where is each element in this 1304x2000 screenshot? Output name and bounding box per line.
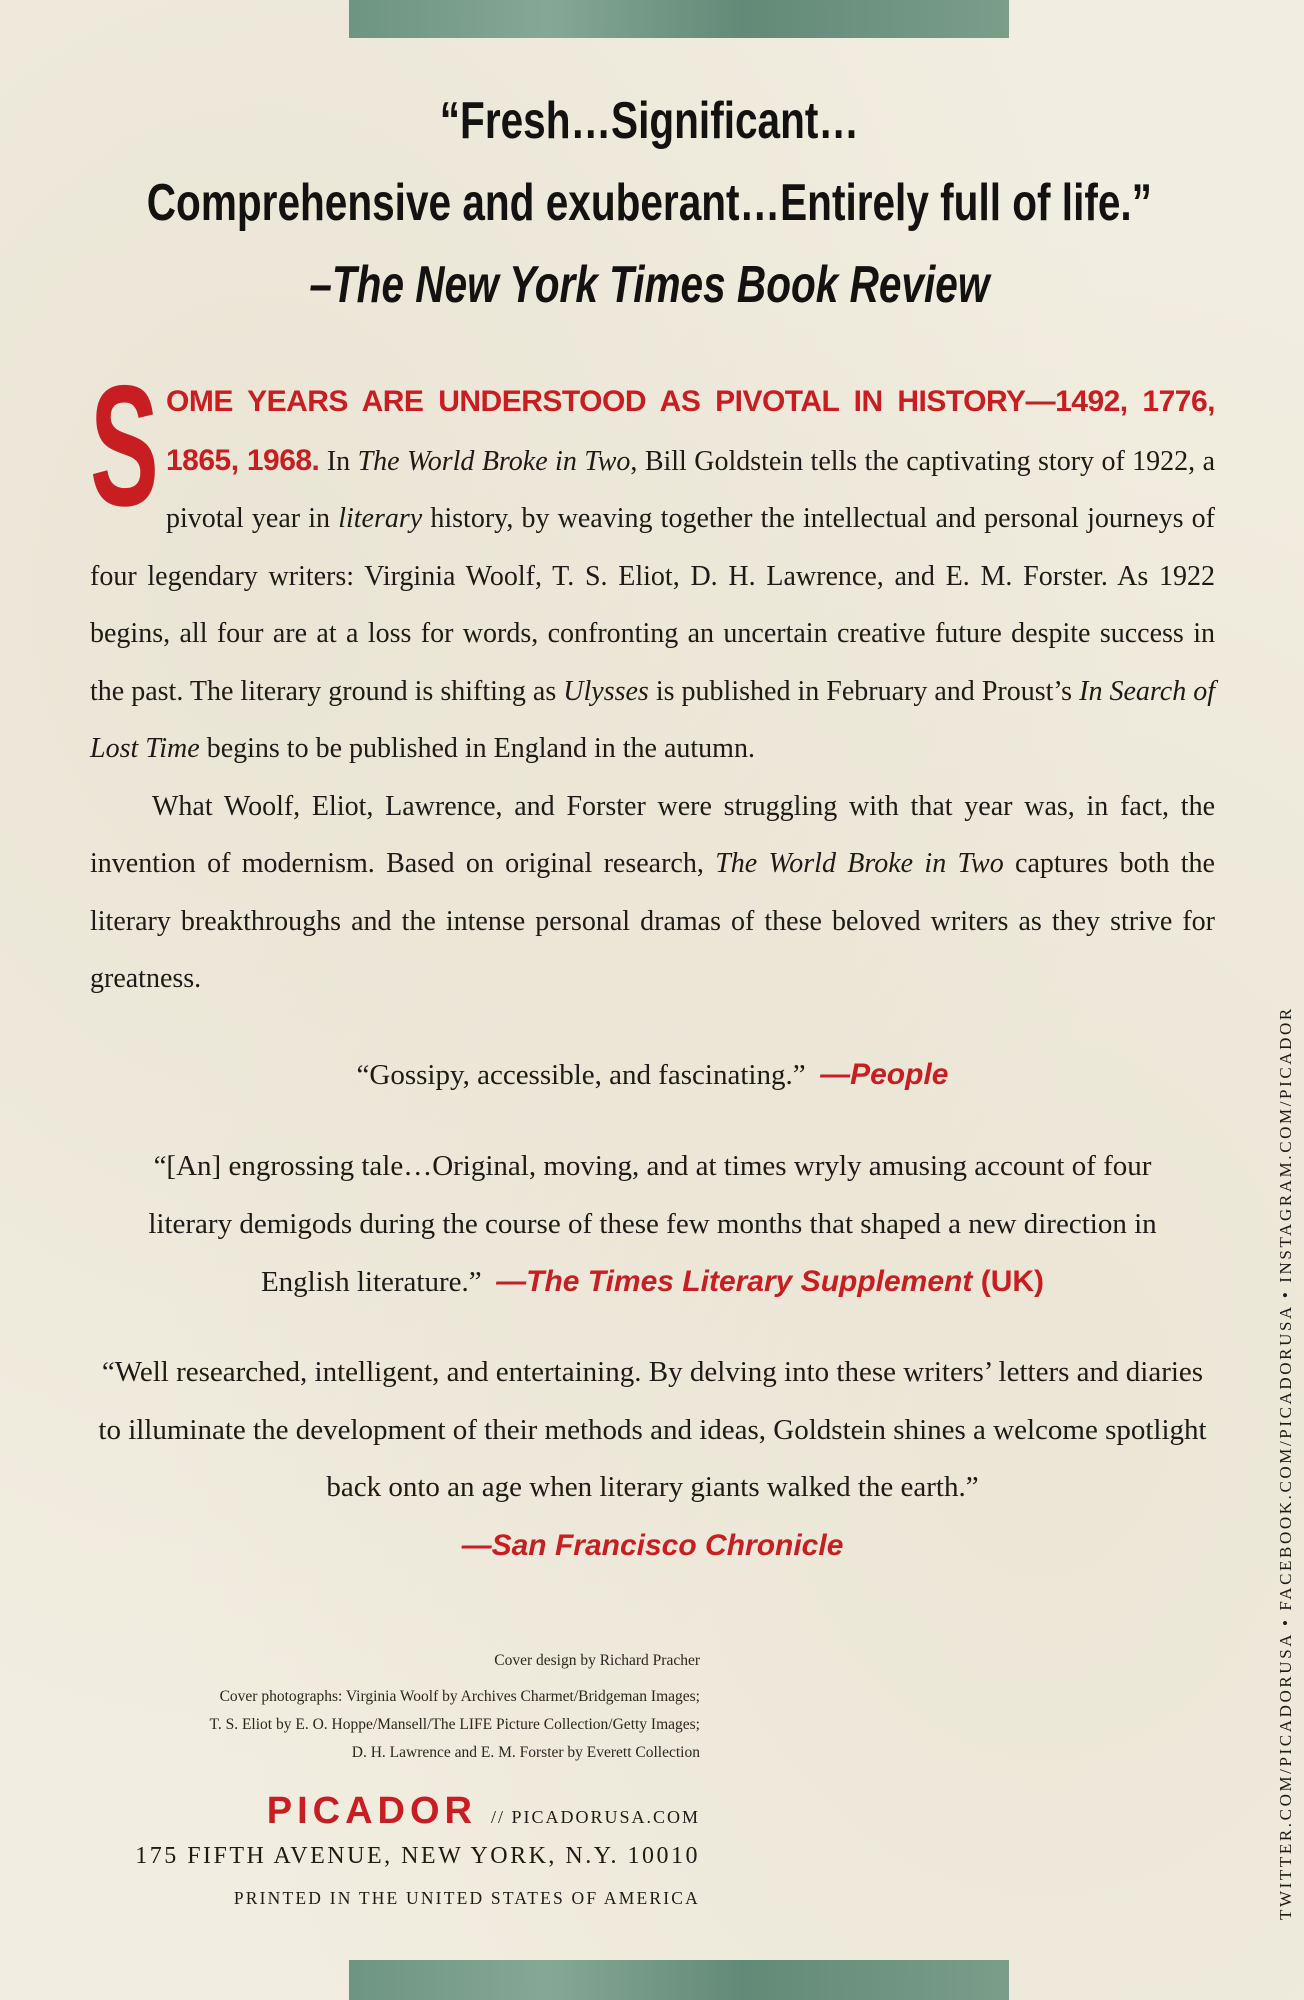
- review-quote-tls: [115, 1138, 1190, 1312]
- blurb-text: begins to be published in England in the autumn.: [199, 733, 755, 764]
- quote-text: “Well researched, intelligent, and entertaining. By delving into these writers’ letters and diaries to illuminate the development of their methods and ideas, Goldstein shines a welcome spotlight back onto an age when literary giants walked the earth.”: [98, 1356, 1207, 1503]
- blurb-text: captures both the literary breakthroughs and the intense personal dramas of these beloved writers as they strive for greatness.: [90, 848, 1215, 994]
- review-quote-sf-chronicle: [90, 1344, 1215, 1575]
- publisher-url: // PICADORUSA.COM: [490, 1807, 700, 1827]
- quote-text: “[An] engrossing tale…Original, moving, and at times wryly amusing account of four literary demigods during the course of these few months that shaped a new direction in English literature.”: [148, 1150, 1157, 1298]
- headline-source: –The New York Times Book Review: [309, 256, 990, 314]
- publisher-line: [150, 1790, 700, 1833]
- quote-source: —People: [820, 1058, 949, 1091]
- social-links-vertical: TWITTER.COM/PICADORUSA • FACEBOOK.COM/PICADORUSA • INSTAGRAM.COM/PICADOR: [1276, 1006, 1295, 1920]
- title-ulysses: Ulysses: [563, 675, 649, 707]
- quote-source: —San Francisco Chronicle: [461, 1528, 844, 1562]
- quote-source-suffix: (UK): [972, 1265, 1045, 1298]
- book-title: The World Broke in Two: [357, 445, 631, 477]
- blurb-text: , Bill Goldstein tells the captivating story of 1922, a pivotal year in: [166, 445, 1216, 534]
- blurb-text: What Woolf, Eliot, Lawrence, and Forster were struggling with that year was, in fact, the invention of modernism. Based on original research,: [90, 790, 1215, 879]
- headline-line-2: Comprehensive and exuberant…Entirely full of life.”: [146, 174, 1152, 232]
- headline-quote: [141, 80, 1158, 326]
- headline-line-1: “Fresh…Significant…: [439, 92, 859, 150]
- emphasis-literary: literary: [338, 503, 423, 534]
- photo-credit-line: T. S. Eliot by E. O. Hoppe/Mansell/The LIFE Picture Collection/Getty Images;: [209, 1716, 700, 1733]
- blurb-text: In: [326, 445, 358, 477]
- review-quote-people: [90, 1046, 1215, 1105]
- book-title: The World Broke in Two: [715, 848, 1004, 879]
- quote-source: —The Times Literary Supplement: [496, 1265, 973, 1298]
- blurb-text: history, by weaving together the intellectual and personal journeys of four legendary writers: Virginia Woolf, T. S. Eliot, D. H. Lawrence, and E. M. Forster. As 1922 begins, all four are at a loss for words, confronting an uncertain creative future despite success in the past. The literary ground is shifting as: [90, 503, 1216, 707]
- lead-sentence: OME YEARS ARE UNDERSTOOD AS PIVOTAL IN HISTORY—1492, 1776, 1865, 1968.: [166, 385, 1215, 477]
- printed-in: PRINTED IN THE UNITED STATES OF AMERICA: [233, 1888, 700, 1908]
- photo-credit-line: Cover photographs: Virginia Woolf by Archives Charmet/Bridgeman Images;: [219, 1688, 700, 1705]
- top-decorative-strip: [349, 0, 1009, 38]
- photo-credit-line: D. H. Lawrence and E. M. Forster by Everett Collection: [351, 1744, 700, 1761]
- quote-text: “Gossipy, accessible, and fascinating.”: [356, 1059, 806, 1091]
- bottom-decorative-strip: [349, 1960, 1009, 2000]
- drop-cap: S: [90, 350, 159, 542]
- book-description: [90, 350, 1216, 1008]
- cover-design-credit: Cover design by Richard Pracher: [494, 1652, 700, 1669]
- publisher-address: 175 FIFTH AVENUE, NEW YORK, N.Y. 10010: [135, 1843, 700, 1869]
- picador-logo: PICADOR: [266, 1790, 477, 1832]
- blurb-text: is published in February and Proust’s: [648, 675, 1080, 707]
- cover-photo-credits: [90, 1683, 700, 1767]
- title-proust: In Search of Lost Time: [90, 675, 1215, 764]
